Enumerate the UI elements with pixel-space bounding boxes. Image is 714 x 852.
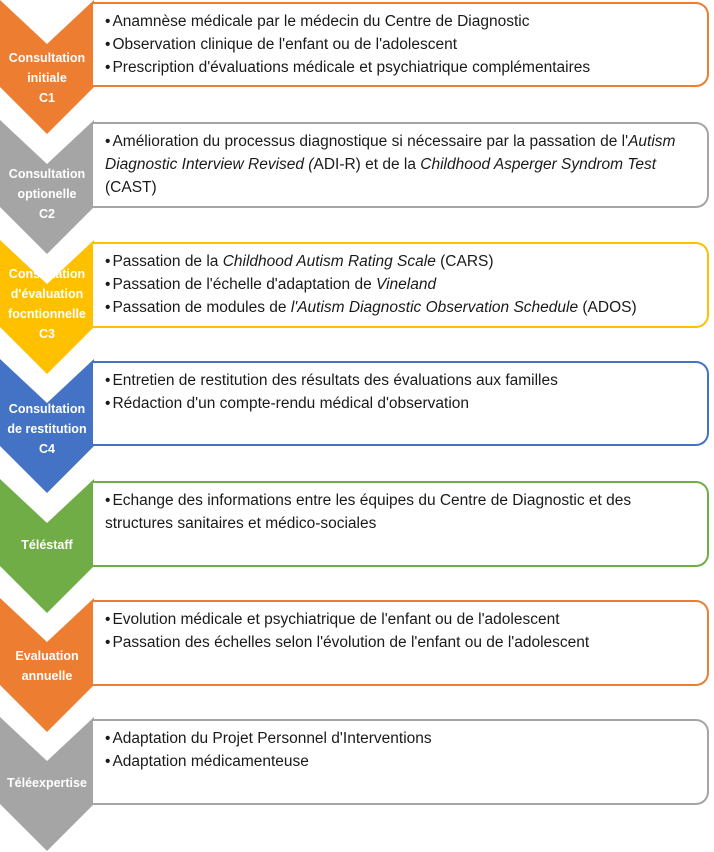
step-description-box xyxy=(93,2,709,87)
step-chevron xyxy=(0,240,94,374)
step-label-line: optionelle xyxy=(17,187,77,201)
list-item xyxy=(105,489,693,535)
list-item xyxy=(105,369,693,392)
bullet-icon: • xyxy=(105,730,111,747)
list-item xyxy=(105,130,693,199)
step-description-box xyxy=(93,361,709,446)
step-label-line: Consultation xyxy=(8,402,86,416)
step-label-line: C1 xyxy=(39,91,55,105)
step-label-line: C3 xyxy=(39,327,55,341)
bullet-icon: • xyxy=(105,59,111,76)
step-label-line: de restitution xyxy=(7,422,87,436)
item-text: Adaptation médicamenteuse xyxy=(112,753,309,770)
list-item xyxy=(105,10,693,33)
bullet-icon: • xyxy=(105,36,111,53)
item-text: Prescription d'évaluations médicale et psychiatrique complémentaires xyxy=(112,59,591,76)
list-item xyxy=(105,750,693,773)
item-text: Echange des informations entre les équipes du Centre de Diagnostic et des structures sanitaires et médico-sociales xyxy=(105,492,632,532)
step-items-list xyxy=(105,130,693,199)
list-item xyxy=(105,631,693,654)
item-text: (ADOS) xyxy=(578,299,637,316)
list-item xyxy=(105,56,693,79)
step-label-line: C4 xyxy=(39,442,55,456)
list-item xyxy=(105,273,693,296)
step-label-line: focntionnelle xyxy=(8,307,86,321)
item-text: Entretien de restitution des résultats des évaluations aux familles xyxy=(112,372,558,389)
item-text: (CARS) xyxy=(435,253,494,270)
step-items-list xyxy=(105,369,693,415)
step-items-list xyxy=(105,608,693,654)
step-label xyxy=(0,164,94,224)
step-label-line: Consultation xyxy=(8,267,86,281)
italic-text: l'Autism Diagnostic Observation Schedule xyxy=(290,299,579,316)
step-label-line: annuelle xyxy=(21,669,73,683)
item-text: ADI-R) et de la xyxy=(313,156,421,173)
step-label-line: initiale xyxy=(27,71,67,85)
step-items-list xyxy=(105,727,693,773)
step-label xyxy=(0,646,94,686)
step-label-line: Evaluation xyxy=(15,649,79,663)
item-text: Evolution médicale et psychiatrique de l'enfant ou de l'adolescent xyxy=(112,611,560,628)
item-text: Observation clinique de l'enfant ou de l'adolescent xyxy=(112,36,458,53)
step-label xyxy=(0,399,94,459)
step-chevron xyxy=(0,479,94,613)
process-step xyxy=(0,359,714,493)
item-text: Passation de la xyxy=(112,253,223,270)
item-text: Adaptation du Projet Personnel d'Interventions xyxy=(112,730,432,747)
step-description-box xyxy=(93,481,709,567)
step-chevron xyxy=(0,359,94,493)
bullet-icon: • xyxy=(105,133,111,150)
step-label-line: Consultation xyxy=(8,167,86,181)
bullet-icon: • xyxy=(105,492,111,509)
italic-text: Autism Diagnostic Interview Revised ( xyxy=(105,133,676,173)
italic-text: Vineland xyxy=(376,276,437,293)
process-step xyxy=(0,240,714,374)
step-description-box xyxy=(93,719,709,805)
italic-text: Childhood Asperger Syndrom Test xyxy=(420,156,657,173)
bullet-icon: • xyxy=(105,634,111,651)
step-description-box xyxy=(93,122,709,208)
step-items-list xyxy=(105,10,693,79)
step-label xyxy=(0,535,94,555)
italic-text: Childhood Autism Rating Scale xyxy=(222,253,436,270)
bullet-icon: • xyxy=(105,13,111,30)
bullet-icon: • xyxy=(105,395,111,412)
bullet-icon: • xyxy=(105,611,111,628)
step-label-line: d'évaluation xyxy=(10,287,84,301)
step-chevron xyxy=(0,717,94,851)
step-label-line: Consultation xyxy=(8,51,86,65)
bullet-icon: • xyxy=(105,372,111,389)
step-description-box xyxy=(93,242,709,328)
item-text: Passation des échelles selon l'évolution de l'enfant ou de l'adolescent xyxy=(112,634,590,651)
process-step xyxy=(0,479,714,613)
item-text: Passation de l'échelle d'adaptation de xyxy=(112,276,377,293)
process-step xyxy=(0,120,714,254)
bullet-icon: • xyxy=(105,276,111,293)
process-step xyxy=(0,717,714,851)
step-label-line: C2 xyxy=(39,207,55,221)
list-item xyxy=(105,33,693,56)
list-item xyxy=(105,727,693,750)
item-text: Rédaction d'un compte-rendu médical d'observation xyxy=(112,395,470,412)
process-step xyxy=(0,0,714,134)
step-label xyxy=(0,773,94,793)
step-chevron xyxy=(0,0,94,134)
bullet-icon: • xyxy=(105,753,111,770)
list-item xyxy=(105,392,693,415)
list-item xyxy=(105,250,693,273)
list-item xyxy=(105,608,693,631)
process-step xyxy=(0,598,714,732)
step-label xyxy=(0,264,94,344)
item-text: Passation de modules de xyxy=(112,299,291,316)
step-items-list xyxy=(105,250,693,319)
step-description-box xyxy=(93,600,709,686)
bullet-icon: • xyxy=(105,299,111,316)
step-label xyxy=(0,48,94,108)
list-item xyxy=(105,296,693,319)
step-label-line: Téléstaff xyxy=(21,538,73,552)
step-chevron xyxy=(0,120,94,254)
item-text: Anamnèse médicale par le médecin du Centre de Diagnostic xyxy=(112,13,530,30)
item-text: Amélioration du processus diagnostique si nécessaire par la passation de l' xyxy=(112,133,629,150)
step-items-list xyxy=(105,489,693,535)
step-label-line: Téléexpertise xyxy=(7,776,87,790)
item-text: (CAST) xyxy=(105,179,157,196)
step-chevron xyxy=(0,598,94,732)
bullet-icon: • xyxy=(105,253,111,270)
